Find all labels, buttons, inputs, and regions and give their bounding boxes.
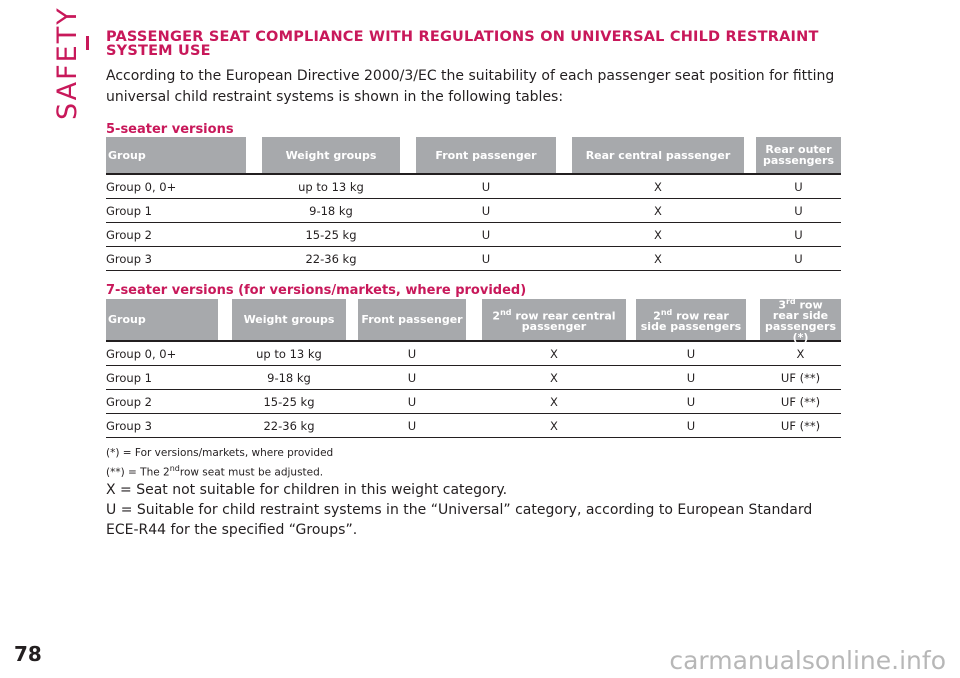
table5-header-weight: Weight groups: [262, 137, 400, 173]
table-cell: Group 1: [106, 370, 152, 385]
intro-paragraph: According to the European Directive 2000/3/EC the suitability of each passenger seat position for fitting universal child restraint systems is shown in the following tables:: [106, 68, 835, 105]
table-row: [106, 390, 841, 414]
row2-side-ordinal-suffix: nd: [660, 307, 673, 317]
table-cell: 22-36 kg: [263, 418, 315, 433]
table-cell: UF (**): [780, 370, 821, 385]
legend: [106, 480, 841, 540]
table-cell: 15-25 kg: [263, 394, 315, 409]
table-cell: U: [686, 346, 696, 361]
table7-header-weight: Weight groups: [232, 299, 346, 340]
page-content: [106, 30, 841, 108]
row2-side-label: row rear side passengers: [640, 309, 742, 334]
table-cell: Group 2: [106, 227, 152, 242]
footnote-1: (*) = For versions/markets, where provided: [106, 447, 334, 459]
row2-central-ordinal-suffix: nd: [500, 307, 512, 317]
table5-header-rear-outer: Rear outer passengers: [756, 137, 841, 173]
table-row: [106, 199, 841, 223]
table5-title: 5-seater versions: [106, 122, 234, 137]
table-row: [106, 223, 841, 247]
table7-header-row2-side: [636, 299, 746, 340]
page-number: 78: [14, 642, 42, 666]
table-cell: 15-25 kg: [305, 227, 357, 242]
section-accent-bar: [86, 36, 89, 50]
section-side-label: SAFETY: [52, 6, 83, 120]
table-cell: U: [686, 394, 696, 409]
table-row: [106, 175, 841, 199]
table7-header-group: Group: [106, 299, 218, 340]
table-cell: X: [550, 394, 558, 409]
table-cell: X: [796, 346, 805, 361]
table-cell: U: [407, 370, 417, 385]
table7-header-front: Front passenger: [358, 299, 466, 340]
table5-header-rear-central: Rear central passenger: [572, 137, 744, 173]
table-cell: Group 1: [106, 203, 152, 218]
table-cell: Group 0, 0+: [106, 346, 177, 361]
table-cell: up to 13 kg: [298, 179, 364, 194]
table-row: [106, 414, 841, 438]
row3-side-footnote-mark: (*): [792, 331, 809, 345]
table-cell: X: [654, 203, 662, 218]
table-cell: 9-18 kg: [267, 370, 311, 385]
page-title: PASSENGER SEAT COMPLIANCE WITH REGULATIONS ON UNIVERSAL CHILD RESTRAINT SYSTEM USE: [106, 29, 819, 59]
table-cell: U: [407, 418, 417, 433]
row3-side-ordinal: 3: [778, 298, 786, 312]
table5-header-group: Group: [106, 137, 246, 173]
row2-central-label: row rear central passenger: [515, 309, 616, 334]
table-cell: Group 3: [106, 251, 152, 266]
legend-u: U = Suitable for child restraint systems in the “Universal” category, according to European Standard ECE-R44 for the specified “Groups”.: [106, 502, 813, 538]
table7-header: [106, 296, 841, 345]
table-row: [106, 366, 841, 390]
watermark: carmanualsonline.info: [669, 646, 946, 675]
table-cell: U: [794, 251, 803, 266]
table-cell: Group 3: [106, 418, 152, 433]
table-cell: 22-36 kg: [305, 251, 357, 266]
table7-header-row2-central: [482, 299, 626, 340]
table-cell: U: [481, 227, 491, 242]
row3-side-ordinal-suffix: rd: [785, 296, 796, 306]
table-row: [106, 247, 841, 271]
legend-x: X = Seat not suitable for children in this weight category.: [106, 482, 508, 498]
table-cell: X: [654, 251, 662, 266]
table-cell: U: [407, 394, 417, 409]
footnote-2: [106, 462, 323, 480]
footnote-2-sup: nd: [169, 464, 180, 473]
table-cell: X: [550, 418, 558, 433]
table-cell: U: [794, 227, 803, 242]
table7-title: 7-seater versions (for versions/markets, where provided): [106, 283, 527, 298]
table-cell: U: [407, 346, 417, 361]
table-cell: U: [481, 203, 491, 218]
table-cell: 9-18 kg: [309, 203, 353, 218]
table-cell: X: [550, 346, 558, 361]
table-cell: U: [481, 251, 491, 266]
table5-header: [106, 137, 841, 175]
footnote-2-post: row seat must be adjusted.: [179, 466, 324, 479]
table-cell: X: [654, 227, 662, 242]
table-cell: UF (**): [780, 418, 821, 433]
table-cell: U: [481, 179, 491, 194]
row2-side-ordinal: 2: [653, 309, 661, 323]
table7: [106, 296, 841, 438]
table-cell: up to 13 kg: [256, 346, 322, 361]
table-cell: U: [794, 179, 803, 194]
table-cell: Group 0, 0+: [106, 179, 177, 194]
table-cell: UF (**): [780, 394, 821, 409]
table-cell: X: [550, 370, 558, 385]
table-cell: U: [686, 418, 696, 433]
table-row: [106, 342, 841, 366]
table-cell: U: [794, 203, 803, 218]
table-cell: X: [654, 179, 662, 194]
table-cell: Group 2: [106, 394, 152, 409]
table5-header-front: Front passenger: [416, 137, 556, 173]
footnote-2-pre: (**) = The 2: [106, 466, 170, 479]
row2-central-ordinal: 2: [492, 309, 501, 323]
table-cell: U: [686, 370, 696, 385]
row3-side-label: row rear side passengers: [765, 298, 836, 334]
table5: [106, 137, 841, 271]
table7-header-row3-side: [760, 296, 841, 345]
